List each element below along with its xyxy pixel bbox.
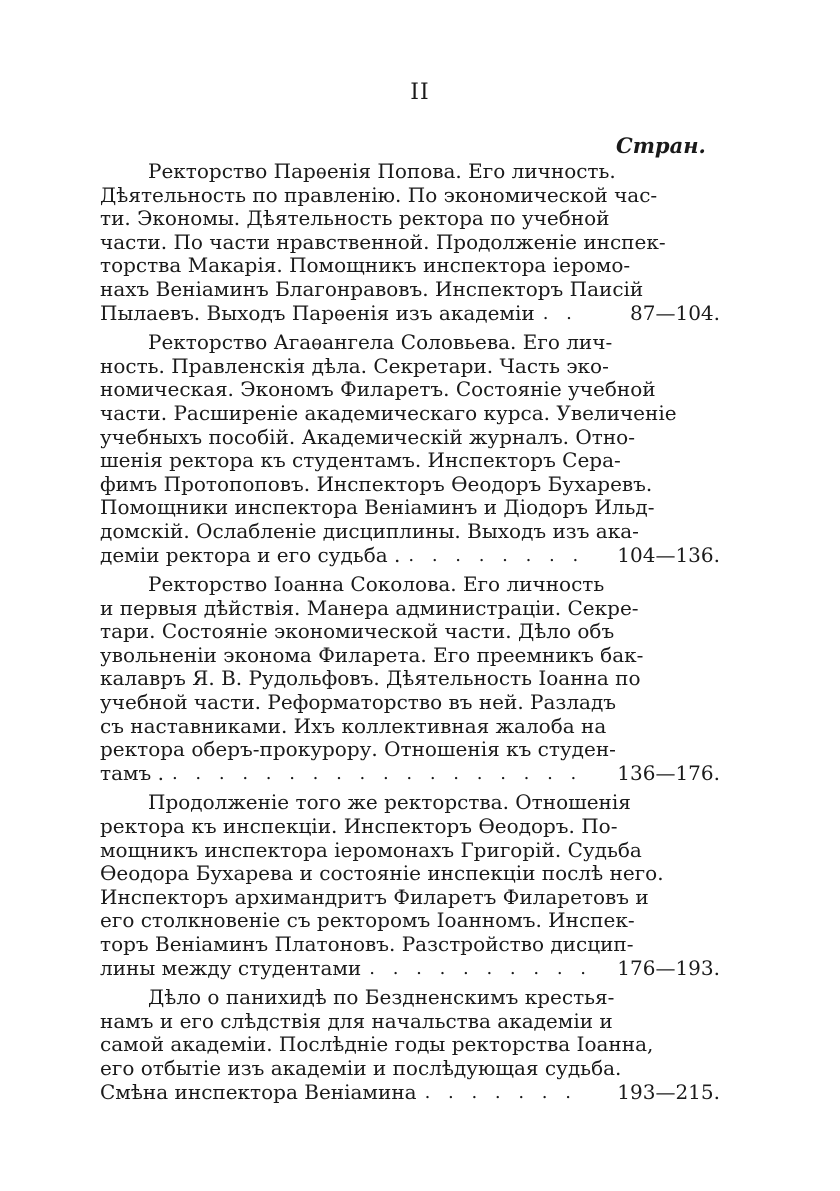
entry-line: тамъ .: [100, 760, 164, 785]
page-number: II: [410, 80, 430, 105]
page-range: 104—136.: [617, 542, 720, 567]
entry-line: лины между студентами: [100, 955, 362, 980]
entry-line: его отбытіе изъ академіи и послѣдующая судьба.: [100, 1055, 622, 1080]
entry-line: калавръ Я. В. Рудольфовъ. Дѣятельность Іоанна по: [100, 666, 641, 691]
toc-entry: [100, 573, 720, 785]
dot-leader: [543, 302, 590, 326]
entry-line: его столкновеніе съ ректоромъ Іоанномъ. Инспек-: [100, 908, 635, 933]
entry-line: Ѳеодора Бухарева и состояніе инспекціи послѣ него.: [100, 861, 664, 886]
entry-line: номическая. Экономъ Филаретъ. Состояніе учебной: [100, 377, 656, 402]
entry-line: учебной части. Реформаторство въ ней. Разладъ: [100, 690, 616, 715]
dot-leader: [425, 1081, 590, 1105]
entry-line: мощникъ инспектора іеромонахъ Григорій. Судьба: [100, 837, 642, 862]
entry-line: самой академіи. Послѣдніе годы ректорства Іоанна,: [100, 1032, 654, 1057]
entry-line: намъ и его слѣдствія для начальства академіи и: [100, 1008, 613, 1033]
entry-line: Дѣятельность по правленію. По экономической час-: [100, 182, 658, 207]
entry-line: учебныхъ пособій. Академическій журналъ. Отно-: [100, 424, 635, 449]
entry-last-line: [100, 544, 590, 568]
dot-leader: [369, 957, 590, 981]
entry-line: части. По части нравственной. Продолженіе инспек-: [100, 229, 666, 254]
entry-line: тари. Состояніе экономической части. Дѣло объ: [100, 619, 615, 644]
entry-line: ректора оберъ-прокурору. Отношенія къ студен-: [100, 737, 616, 762]
entry-line: Дѣло о панихидѣ по Бездненскимъ крестья-: [148, 985, 615, 1010]
entry-line: ректора къ инспекціи. Инспекторъ Ѳеодоръ. По-: [100, 814, 618, 839]
entry-line: ти. Экономы. Дѣятельность ректора по учебной: [100, 206, 610, 231]
entry-line: Ректорство Парѳенія Попова. Его личность.: [148, 159, 616, 183]
entry-line: Смѣна инспектора Веніамина: [100, 1079, 417, 1104]
entry-line: домскій. Ослабленіе дисциплины. Выходъ изъ ака-: [100, 518, 639, 543]
entry-line: Ректорство Агаѳангела Соловьева. Его лич-: [148, 330, 613, 355]
entry-line: торъ Веніаминъ Платоновъ. Разстройство дисцип-: [100, 932, 634, 956]
dot-leader: [172, 762, 590, 786]
entry-line: шенія ректора къ студентамъ. Инспекторъ Сера-: [100, 448, 621, 473]
entry-line: торства Макарія. Помощникъ инспектора іеромо-: [100, 253, 631, 278]
entry-line: ность. Правленскія дѣла. Секретари. Часть эко-: [100, 353, 609, 378]
table-of-contents: [100, 160, 720, 1110]
entry-last-line: [100, 762, 590, 786]
entry-line: съ наставниками. Ихъ коллективная жалоба на: [100, 713, 607, 738]
page-range: 87—104.: [630, 300, 720, 325]
entry-last-line: [100, 1081, 590, 1105]
toc-entry: [100, 986, 720, 1104]
entry-line: нахъ Веніаминъ Благонравовъ. Инспекторъ Паисій: [100, 276, 644, 301]
entry-line: фимъ Протопоповъ. Инспекторъ Ѳеодоръ Бухаревъ.: [100, 471, 653, 496]
entry-line: Ректорство Іоанна Соколова. Его личность: [148, 572, 605, 597]
entry-line: Помощники инспектора Веніаминъ и Діодоръ Ильд-: [100, 495, 655, 520]
page-range: 176—193.: [617, 955, 720, 980]
entry-line: деміи ректора и его судьба .: [100, 542, 401, 567]
toc-entry: [100, 331, 720, 567]
page-range: 193—215.: [617, 1079, 720, 1104]
entry-line: Инспекторъ архимандритъ Филаретъ Филаретовъ и: [100, 884, 649, 909]
pages-column-header: Стран.: [616, 133, 706, 158]
dot-leader: [408, 544, 590, 568]
entry-line: части. Расширеніе академическаго курса. Увеличеніе: [100, 400, 677, 425]
entry-last-line: [100, 302, 590, 326]
entry-line: Продолженіе того же ректорства. Отношенія: [148, 790, 631, 815]
entry-last-line: [100, 957, 590, 981]
toc-entry: [100, 791, 720, 980]
entry-line: и первыя дѣйствія. Манера администраціи. Секре-: [100, 595, 639, 620]
toc-entry: [100, 160, 720, 325]
entry-line: увольненіи эконома Филарета. Его преемникъ бак-: [100, 642, 644, 667]
entry-line: Пылаевъ. Выходъ Парѳенія изъ академіи: [100, 300, 535, 325]
page-range: 136—176.: [617, 760, 720, 785]
